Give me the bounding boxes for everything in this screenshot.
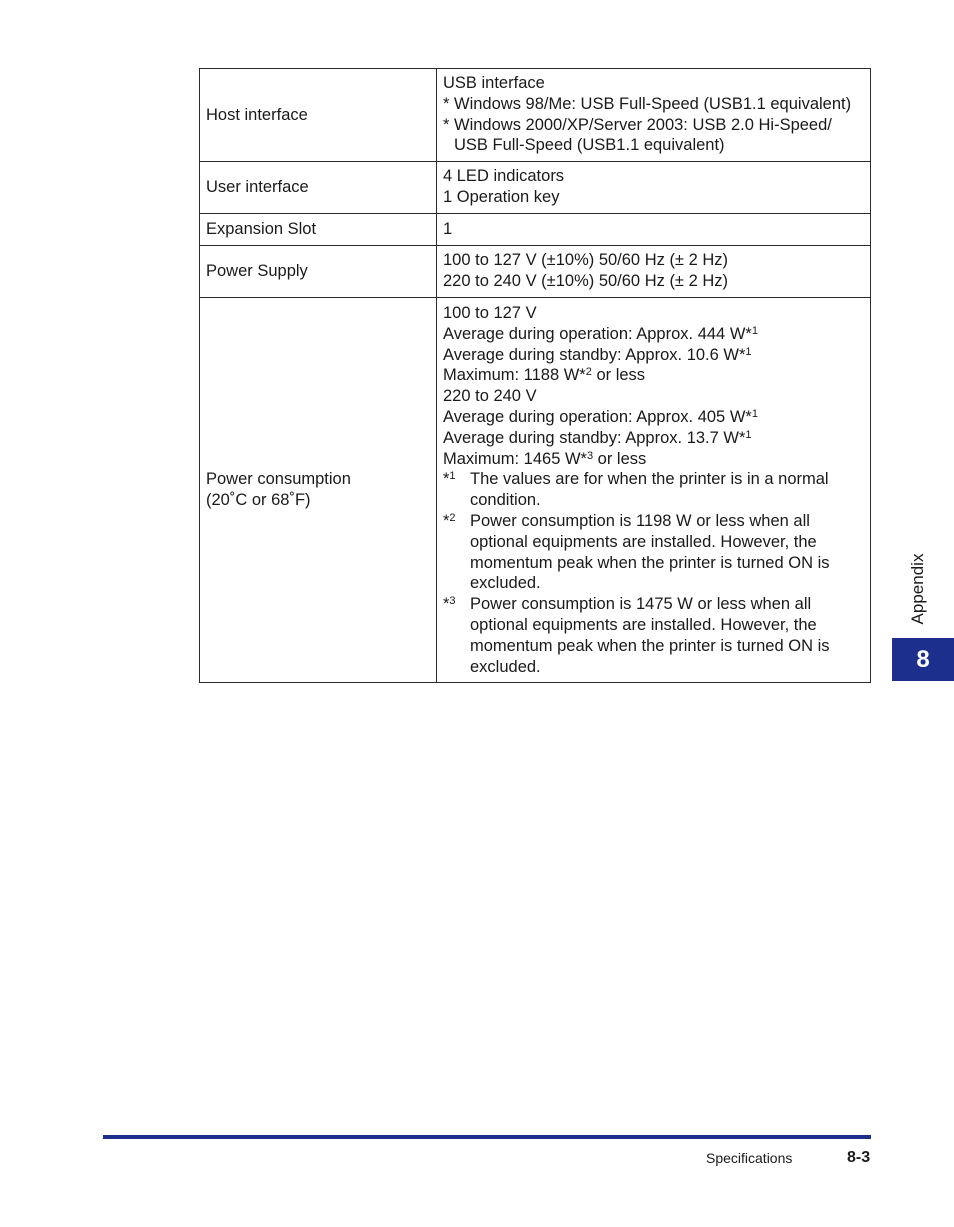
footer-divider: [103, 1135, 871, 1139]
table-row-expansion-slot: [200, 214, 871, 246]
table-row-power-supply: [200, 246, 871, 298]
footer-section-title: Specifications: [706, 1150, 793, 1166]
table-row-host-interface: [200, 69, 871, 162]
spec-line: Average during operation: Approx. 444 W*$^1$: [443, 324, 758, 343]
row-value: 1: [437, 214, 871, 246]
row-value: 100 to 127 V (±10%) 50/60 Hz (± 2 Hz) 220 to 240 V (±10%) 50/60 Hz (± 2 Hz): [437, 246, 871, 298]
spec-line: Maximum: 1188 W*$^2$ or less: [443, 366, 646, 385]
row-value: 100 to 127 V Average during operation: Approx. 444 W*$^1$ Average during standby: Approx. 10.6 W*$^1$ Maximum: 1188 W*$^2$ or less 220 to 240 V Average during operation: Approx. 405 W*$^1$ Average during standby: Approx. 13.7 W*$^1$ Maximum: 1465 W*$^3$ or less *$^1$ The values are for when the printer is in a normal condition. *$^2$ Power consumption is 1198 W or less when all optional equipments are installed. However, the momentum peak when the printer is turned ON is excluded. *$^3$ Power consumption is 1475 W or less when all optional equipments are installed. However, the momentum peak when the printer is turned ON is excluded.: [437, 298, 871, 683]
row-label: User interface: [200, 162, 437, 214]
footnote-3: *$^3$ Power consumption is 1475 W or less when all optional equipments are installed. However, the momentum peak when the printer is turned ON is excluded.: [443, 595, 830, 676]
page-number: 8-3: [847, 1149, 871, 1166]
spec-line: Maximum: 1465 W*$^3$ or less: [443, 449, 647, 468]
table-row-user-interface: [200, 162, 871, 214]
chapter-side-label: Appendix: [908, 553, 927, 625]
footnote-2: *$^2$ Power consumption is 1198 W or less when all optional equipments are installed. However, the momentum peak when the printer is turned ON is excluded.: [443, 511, 830, 593]
row-label: Power Supply: [200, 246, 437, 298]
row-label: Host interface: [200, 69, 437, 162]
row-label: Expansion Slot: [200, 214, 437, 246]
footnote-1: *$^1$ The values are for when the printer is in a normal condition.: [443, 470, 829, 510]
specifications-table: [199, 68, 871, 683]
table-row-power-consumption: [200, 298, 871, 683]
spec-line: Average during standby: Approx. 13.7 W*$^1$: [443, 428, 752, 447]
row-value: 4 LED indicators 1 Operation key: [437, 162, 871, 214]
spec-line: Average during operation: Approx. 405 W*$^1$: [443, 407, 758, 426]
spec-line: Average during standby: Approx. 10.6 W*$^1$: [443, 345, 752, 364]
row-value: USB interface * Windows 98/Me: USB Full-Speed (USB1.1 equivalent) * Windows 2000/XP/Server 2003: USB 2.0 Hi-Speed/ USB Full-Speed (USB1.1 equivalent): [437, 69, 871, 162]
row-label: Power consumption (20˚C or 68˚F): [200, 298, 437, 683]
chapter-tab[interactable]: 8: [892, 638, 954, 681]
